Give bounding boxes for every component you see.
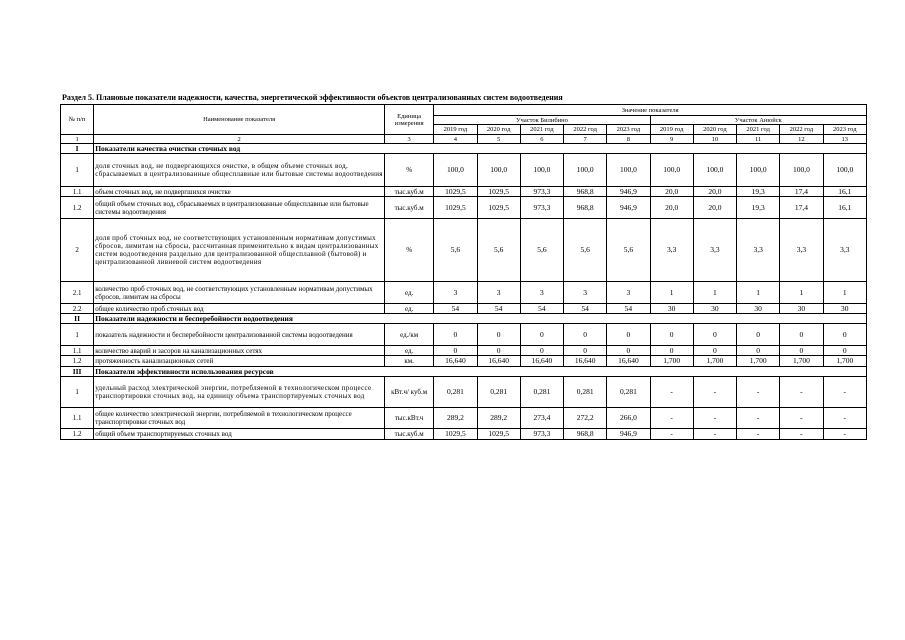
section-row [61,314,867,324]
value-cell: 946,9 [607,187,650,197]
value-cell: 973,3 [520,197,563,219]
header-unit: Единица измерения [384,105,433,135]
value-cell: 266,0 [607,408,650,429]
value-cell: 30 [737,304,780,314]
table-row [61,429,867,440]
unit-cell: % [384,154,433,187]
value-cell: 0 [520,324,563,346]
value-cell: 54 [520,304,563,314]
value-cell: 3 [477,282,520,304]
column-number: 9 [650,135,693,144]
column-number: 10 [693,135,736,144]
value-cell: 1 [693,282,736,304]
unit-cell: тыс.кВт.ч [384,408,433,429]
value-cell: 272,2 [564,408,607,429]
section-title: Показатели эффективности использования ресурсов [94,367,867,377]
column-number: 3 [384,135,433,144]
value-cell: 968,8 [564,187,607,197]
value-cell: 19,3 [737,187,780,197]
header-year: 2022 год [564,125,607,135]
value-cell: 1029,5 [477,197,520,219]
value-cell: 0 [477,324,520,346]
indicators-table [60,104,867,440]
value-cell: 0,281 [607,377,650,408]
column-number: 13 [823,135,866,144]
value-cell: 5,6 [520,219,563,282]
value-cell: 946,9 [607,429,650,440]
indicator-name: общее количество электрической энергии, потребляемой в технологическом процессе транспортировки сточных вод [94,408,385,429]
value-cell: 1,700 [693,356,736,367]
column-number: 2 [94,135,385,144]
header-year: 2023 год [823,125,866,135]
value-cell: 0,281 [520,377,563,408]
unit-cell: % [384,219,433,282]
value-cell: 289,2 [477,408,520,429]
value-cell: - [823,377,866,408]
value-cell: 1029,5 [434,197,477,219]
value-cell: 20,0 [693,197,736,219]
value-cell: 3,3 [737,219,780,282]
section-number: I [61,144,94,154]
row-number: 2 [61,219,94,282]
row-number: 1 [61,154,94,187]
header-year: 2021 год [737,125,780,135]
header-year: 2020 год [693,125,736,135]
value-cell: 100,0 [434,154,477,187]
value-cell: 0 [650,346,693,356]
value-cell: 20,0 [650,187,693,197]
value-cell: 16,1 [823,187,866,197]
unit-cell: тыс.куб.м [384,429,433,440]
value-cell: 1 [737,282,780,304]
value-cell: - [650,408,693,429]
value-cell: 1 [780,282,823,304]
value-cell: 100,0 [607,154,650,187]
value-cell: 946,9 [607,197,650,219]
row-number: 1.1 [61,408,94,429]
row-number: 1 [61,324,94,346]
value-cell: 0 [823,346,866,356]
value-cell: 973,3 [520,187,563,197]
value-cell: 19,3 [737,197,780,219]
indicator-name: общий объем транспортируемых сточных вод [94,429,385,440]
value-cell: 0 [650,324,693,346]
unit-cell: км. [384,356,433,367]
value-cell: 100,0 [520,154,563,187]
header-year: 2019 год [434,125,477,135]
row-number: 1 [61,377,94,408]
value-cell: 30 [693,304,736,314]
header-year: 2019 год [650,125,693,135]
value-cell: 3 [434,282,477,304]
value-cell: 0 [780,324,823,346]
value-cell: 16,1 [823,197,866,219]
value-cell: - [823,429,866,440]
value-cell: 0,281 [477,377,520,408]
value-cell: 100,0 [477,154,520,187]
table-row [61,346,867,356]
unit-cell: ед. [384,346,433,356]
row-number: 1.2 [61,429,94,440]
header-value: Значение показателя [434,105,867,116]
value-cell: 1,700 [737,356,780,367]
header-colnums-row [61,135,867,144]
value-cell: 0 [693,346,736,356]
value-cell: 0,281 [434,377,477,408]
row-number: 1.1 [61,346,94,356]
value-cell: 1 [823,282,866,304]
value-cell: 1 [650,282,693,304]
header-site-anyuisk: Участок Анюйск [650,116,866,125]
value-cell: 3,3 [693,219,736,282]
value-cell: 0 [607,324,650,346]
indicator-name: количество аварий и засоров на канализационных сетях [94,346,385,356]
value-cell: 0 [737,324,780,346]
table-row [61,408,867,429]
value-cell: - [737,408,780,429]
header-year: 2021 год [520,125,563,135]
value-cell: - [650,377,693,408]
table-row [61,197,867,219]
value-cell: 30 [650,304,693,314]
unit-cell: тыс.куб.м [384,187,433,197]
unit-cell: ед. [384,282,433,304]
value-cell: 54 [434,304,477,314]
column-number: 4 [434,135,477,144]
unit-cell: тыс.куб.м [384,197,433,219]
value-cell: - [780,429,823,440]
value-cell: 0,281 [564,377,607,408]
document-title: Раздел 5. Плановые показатели надежности, качества, энергетической эффективности объектов централизованных систем водоотведения [62,93,563,102]
value-cell: 0 [693,324,736,346]
value-cell: 17,4 [780,197,823,219]
value-cell: 1029,5 [434,187,477,197]
value-cell: 100,0 [780,154,823,187]
indicator-name: доля проб сточных вод, не соответствующих установленным нормативам допустимых сбросов, лимитам на сбросы, рассчитанная применительно к видам централизованных систем водоотведения раздельно для централизованной общесплавной (бытовой) и централизованной ливневой систем водоотведения [94,219,385,282]
value-cell: 54 [607,304,650,314]
value-cell: - [693,377,736,408]
value-cell: 100,0 [693,154,736,187]
section-title: Показатели качества очистки сточных вод [94,144,867,154]
header-name: Наименование показателя [94,105,385,135]
value-cell: 16,640 [607,356,650,367]
value-cell: 968,8 [564,197,607,219]
value-cell: 0 [607,346,650,356]
value-cell: - [737,429,780,440]
value-cell: 3,3 [650,219,693,282]
row-number: 1.2 [61,197,94,219]
row-number: 2.1 [61,282,94,304]
column-number: 6 [520,135,563,144]
value-cell: 0 [780,346,823,356]
value-cell: 1,700 [650,356,693,367]
value-cell: 16,640 [477,356,520,367]
value-cell: 100,0 [564,154,607,187]
value-cell: - [693,408,736,429]
column-number: 7 [564,135,607,144]
row-number: 1.2 [61,356,94,367]
value-cell: - [823,408,866,429]
table-row [61,377,867,408]
value-cell: 3,3 [780,219,823,282]
value-cell: 5,6 [434,219,477,282]
value-cell: 1029,5 [477,429,520,440]
header-site-bilibino: Участок Билибино [434,116,650,125]
value-cell: 20,0 [650,197,693,219]
value-cell: 0 [434,324,477,346]
column-number: 12 [780,135,823,144]
value-cell: 5,6 [477,219,520,282]
table-row [61,304,867,314]
value-cell: 0 [477,346,520,356]
value-cell: 0 [564,324,607,346]
table-body [61,105,867,440]
value-cell: 54 [477,304,520,314]
value-cell: - [780,377,823,408]
row-number: 2.2 [61,304,94,314]
section-number: III [61,367,94,377]
value-cell: 1,700 [780,356,823,367]
table-row [61,356,867,367]
indicator-name: протяженность канализационных сетей [94,356,385,367]
indicator-name: общий объем сточных вод, сбрасываемых в централизованные общесплавные или бытовые системы водоотведения [94,197,385,219]
unit-cell: ед. [384,304,433,314]
value-cell: 0 [823,324,866,346]
section-row [61,367,867,377]
section-title: Показатели надежности и бесперебойности водоотведения [94,314,867,324]
table-row [61,187,867,197]
table-row [61,219,867,282]
value-cell: 1029,5 [477,187,520,197]
value-cell: 100,0 [650,154,693,187]
value-cell: 0 [737,346,780,356]
indicator-name: удельный расход электрической энергии, потребляемой в технологическом процессе транспортировки сточных вод, на единицу объема транспортируемых сточных вод [94,377,385,408]
section-row [61,144,867,154]
value-cell: 0 [520,346,563,356]
value-cell: 16,640 [520,356,563,367]
column-number: 11 [737,135,780,144]
row-number: 1.1 [61,187,94,197]
value-cell: 3 [564,282,607,304]
value-cell: 1,700 [823,356,866,367]
value-cell: 3 [520,282,563,304]
value-cell: 3 [607,282,650,304]
indicator-name: показатель надежности и бесперебойности централизованной системы водоотведения [94,324,385,346]
indicator-name: доля сточных вод, не подвергающихся очистке, в общем объеме сточных вод, сбрасываемых в централизованные общесплавные или бытовые системы водоотведения [94,154,385,187]
header-row-1 [61,105,867,116]
value-cell: - [780,408,823,429]
indicator-name: количество проб сточных вод, не соответствующих установленным нормативам допустимых сбросов, лимитам на сбросы [94,282,385,304]
table-row [61,324,867,346]
value-cell: 273,4 [520,408,563,429]
value-cell: 16,640 [564,356,607,367]
value-cell: 289,2 [434,408,477,429]
value-cell: 973,3 [520,429,563,440]
value-cell: 968,8 [564,429,607,440]
value-cell: 0 [434,346,477,356]
unit-cell: кВт.ч/ куб.м [384,377,433,408]
table-row [61,282,867,304]
value-cell: 16,640 [434,356,477,367]
value-cell: - [693,429,736,440]
value-cell: - [650,429,693,440]
table-row [61,154,867,187]
value-cell: 30 [780,304,823,314]
unit-cell: ед./км [384,324,433,346]
header-num: № п/п [61,105,94,135]
indicator-name: объем сточных вод, не подвергшихся очистке [94,187,385,197]
value-cell: - [737,377,780,408]
column-number: 8 [607,135,650,144]
value-cell: 3,3 [823,219,866,282]
column-number: 5 [477,135,520,144]
header-year: 2022 год [780,125,823,135]
value-cell: 54 [564,304,607,314]
column-number: 1 [61,135,94,144]
value-cell: 100,0 [737,154,780,187]
value-cell: 5,6 [607,219,650,282]
header-year: 2020 год [477,125,520,135]
value-cell: 0 [564,346,607,356]
section-number: II [61,314,94,324]
header-year: 2023 год [607,125,650,135]
value-cell: 5,6 [564,219,607,282]
value-cell: 30 [823,304,866,314]
value-cell: 20,0 [693,187,736,197]
value-cell: 17,4 [780,187,823,197]
value-cell: 100,0 [823,154,866,187]
value-cell: 1029,5 [434,429,477,440]
indicator-name: общее количество проб сточных вод [94,304,385,314]
